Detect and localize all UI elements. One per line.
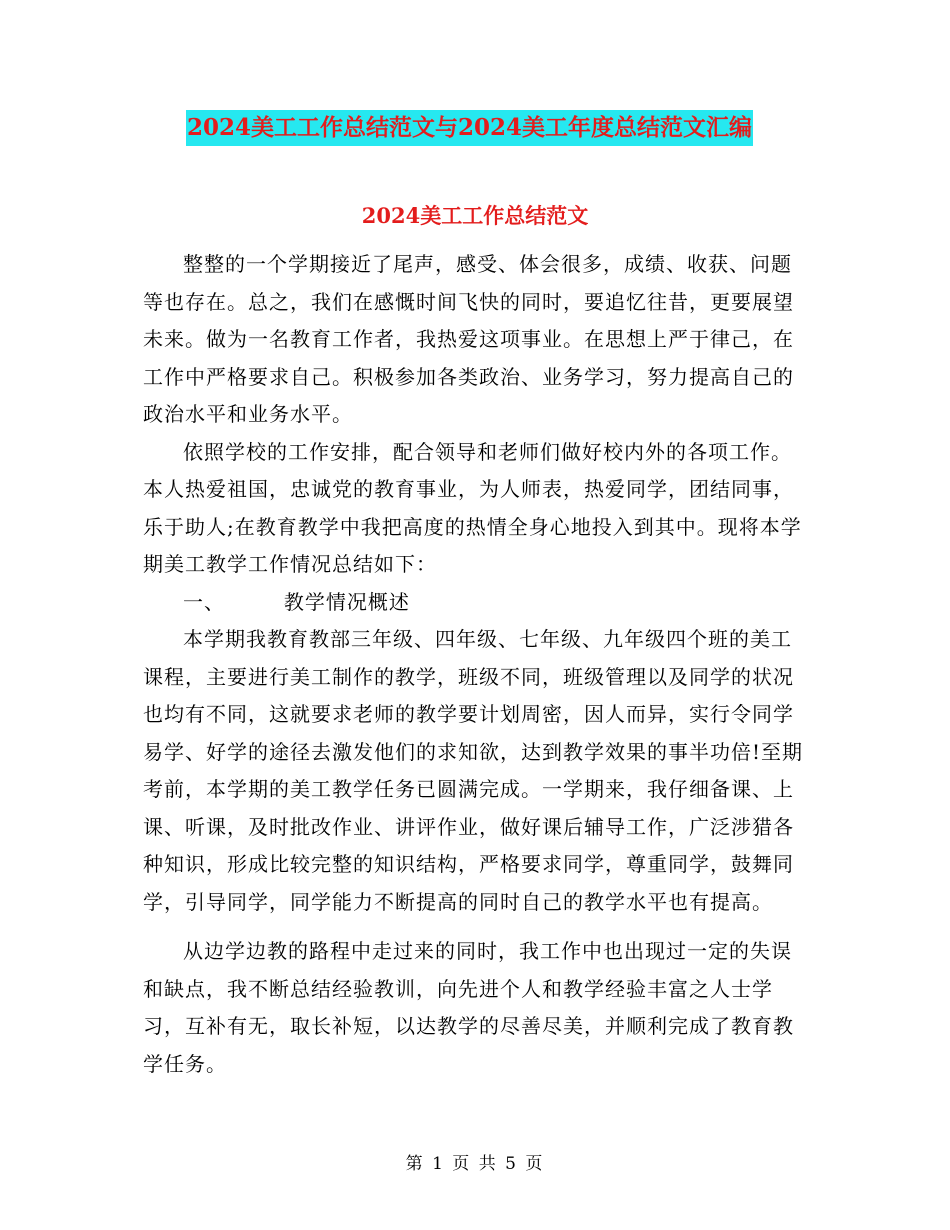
paragraph: 从边学边教的路程中走过来的同时，我工作中也出现过一定的失误和缺点，我不断总结经验教训，向先进个人和教学经验丰富之人士学习，互补有无，取长补短，以达教学的尽善尽美，并顺利完成了教育教学任务。 xyxy=(143,939,794,1076)
paragraph: 本学期我教育教部三年级、四年级、七年级、九年级四个班的美工课程，主要进行美工制作的教学，班级不同，班级管理以及同学的状况也均有不同，这就要求老师的教学要计划周密，因人而异，实行令同学易学、好学的途径去激发他们的求知欲，达到教学效果的事半功倍!至期考前，本学期的美工教学任务已圆满完成。一学期来，我仔细备课、上课、听课，及时批改作业、讲评作业，做好课后辅导工作，广泛涉猎各种知识，形成比较完整的知识结构，严格要求同学，尊重同学，鼓舞同学，引导同学，同学能力不断提高的同时自己的教学水平也有提高。 xyxy=(143,627,804,914)
document-body xyxy=(143,246,808,1083)
section-title: 2024美工工作总结范文 xyxy=(361,203,589,228)
paragraph: 整整的一个学期接近了尾声，感受、体会很多，成绩、收获、问题等也存在。总之，我们在感慨时间飞快的同时，要追忆往昔，更要展望未来。做为一名教育工作者，我热爱这项事业。在思想上严于律己，在工作中严格要求自己。积极参加各类政治、业务学习，努力提高自己的政治水平和业务水平。 xyxy=(143,252,794,426)
section-heading: 一、 教学情况概述 xyxy=(183,589,410,614)
paragraph: 依照学校的工作安排，配合领导和老师们做好校内外的各项工作。本人热爱祖国，忠诚党的教育事业，为人师表，热爱同学，团结同事，乐于助人;在教育教学中我把高度的热情全身心地投入到其中。现将本学期美工教学工作情况总结如下： xyxy=(143,439,802,576)
document-main-title: 2024美工工作总结范文与2024美工年度总结范文汇编 xyxy=(186,110,753,146)
page-footer: 第 1 页 共 5 页 xyxy=(405,1154,545,1174)
